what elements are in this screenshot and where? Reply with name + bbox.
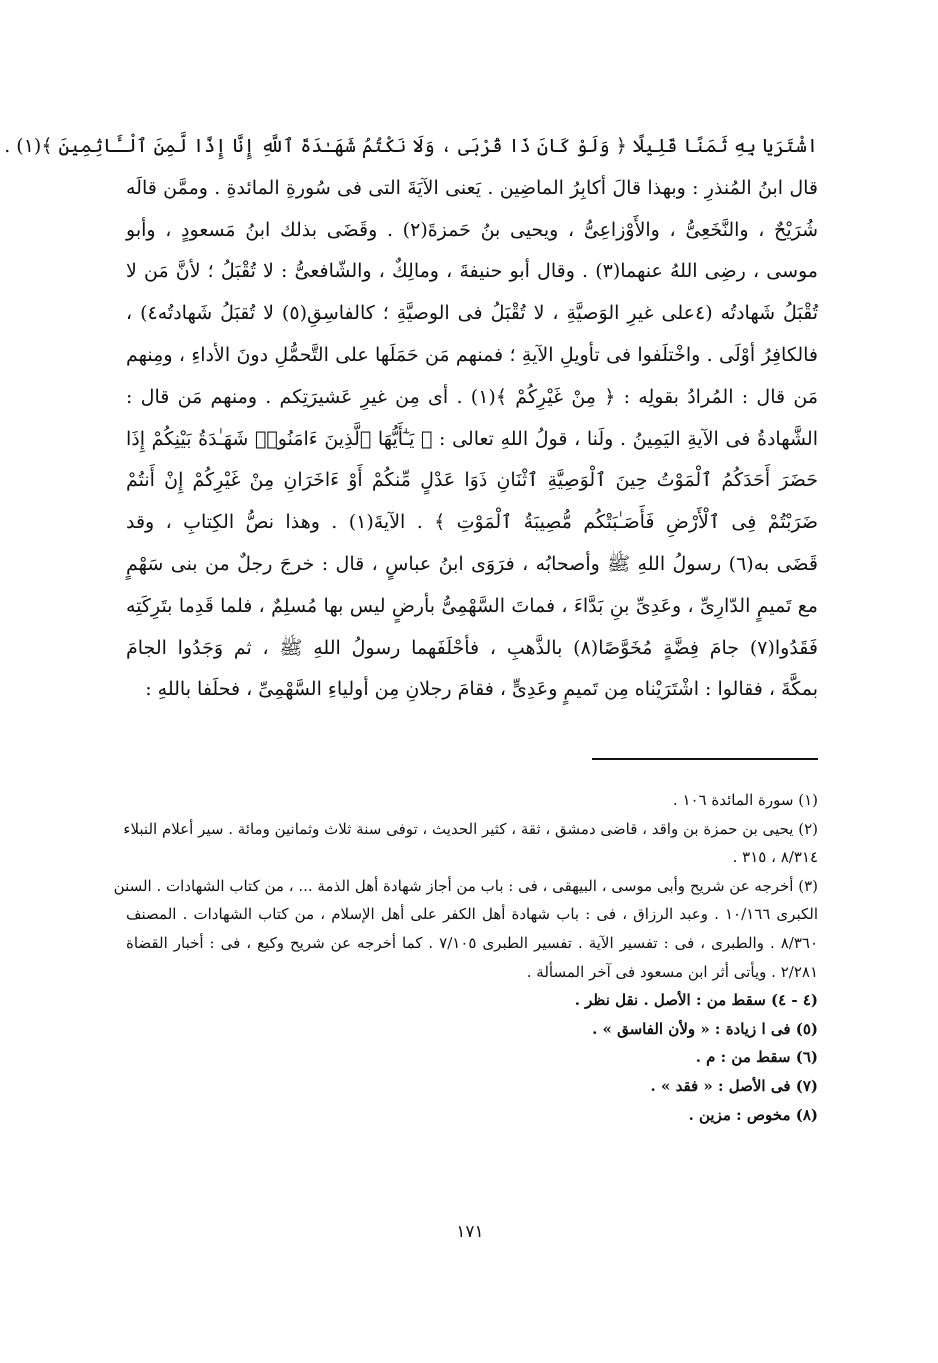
main-text-line: ضَرَبْتُمْ فِى ٱلْأَرْضِ فَأَصَـٰبَتْكُم مُّصِيبَةُ ٱلْمَوْتِ ﴾ . الآيةَ(١) . وهذا نصُّ الكِتابِ ، وقد (126, 511, 818, 534)
main-text-line: حَضَرَ أَحَدَكُمُ ٱلْمَوْتُ حِينَ ٱلْوَصِيَّةِ ٱثْنَانِ ذَوَا عَدْلٍ مِّنكُمْ أَوْ ءَاخَرَانِ مِنْ غَيْرِكُمْ إِنْ أَنتُمْ (126, 469, 818, 492)
main-text-line: اشْتَرَيا بِهِ ثَمَنًا قَلِيلًا ﴿ وَلَوْ كَانَ ذَا قُرْبَى ، وَلَا نَكْتُمُ شَهَـٰدَةَ ٱللَّهِ إِنَّا إِذًا لَّمِنَ ٱلْـَٔاثِمِينَ ﴾(١) . (4, 135, 818, 157)
footnote-line: (٣) أخرجه عن شريح وأبى موسى ، البيهقى ، فى : باب من أجاز شهادة أهل الذمة ... ، من كتاب الشهادات . السنن (113, 876, 818, 895)
main-text-line: فَقَدُوا(٧) جامَ فِضَّةٍ مُخَوَّصًا(٨) بالذَّهبِ ، فأحْلَفَهما رسولُ اللهِ ﷺ ، ثم وَجَدُوا الجامَ (126, 636, 818, 659)
footnote-line: ٢/٢٨١ . ويأتى أثر ابن مسعود فى آخر المسألة . (526, 962, 818, 981)
main-text-line: قَضَى به(٦) رسولُ اللهِ ﷺ وأصحابُه ، فرَوَى ابنُ عباسٍ ، قال : خرجَ رجلٌ من بنى سَهْمٍ (126, 552, 818, 575)
footnote-line: (٦) سقط من : م . (695, 1048, 818, 1067)
main-text-line: موسى ، رضِى اللهُ عنهما(٣) . وقال أبو حنيفةَ ، ومالِكٌ ، والشّافعىُّ : لا تُقْبَلُ ؛ لأنَّ مَن لا (126, 260, 818, 283)
footnote-line: (٨) مخوص : مزين . (688, 1105, 818, 1124)
main-text-line: بمكَّةَ ، فقالوا : اشْتَرَيْناه مِن تَميمٍ وعَدِىٍّ ، فقامَ رجلانِ مِن أولياءِ السَّهْمِىِّ ، فحلَفا باللهِ : (145, 678, 818, 701)
footnotes-block (113, 786, 819, 1129)
footnote-line: (٤ - ٤) سقط من : الأصل . نقل نظر . (574, 991, 818, 1010)
main-text-line: فالكافِرُ أوْلَى . واخْتلَفوا فى تأويلِ الآيةِ ؛ فمنهم مَن حَمَلَها على التَّحمُّلِ دونَ الأداءِ ، ومِنهم (126, 343, 818, 366)
footnote-line: ٨/٣١٤ ، ٣١٥ . (732, 848, 818, 867)
main-text-line: قال ابنُ المُنذرِ : وبهذا قالَ أكابِرُ الماضِين . يَعنى الآيَةَ التى فى سُورةِ المائدةِ . وممَّن قالَه (126, 176, 818, 199)
main-text-line: تُقْبَلُ شَهادتُه (٤على غيرِ الوَصيَّةِ ، لا تُقْبَلُ فى الوصيَّةِ ؛ كالفاسِقِ(٥) لا تُقبَلُ شَهادتُه٤) ، (126, 302, 819, 325)
footnote-line: ٨/٣٦٠ . والطبرى ، فى : تفسير الآية . تفسير الطبرى ٧/١٠٥ . كما أخرجه عن شريح وكيع ، فى : أخبار القضاة (126, 933, 818, 952)
main-text-line: مع تَميمٍ الدّارِىِّ ، وعَدِىِّ بنِ بَدَّاءَ ، فماتَ السَّهْمِىُّ بأرضٍ ليس بها مُسلِمٌ ، فلما قَدِما بتَرِكَتِه (126, 594, 818, 617)
main-text-line: شُرَيْحٌ ، والنَّخَعِىُّ ، والأَوْزاعِىُّ ، ويحيى بنُ حَمزةَ(٢) . وقَضَى بذلك ابنُ مَسعودٍ ، وأبو (126, 218, 819, 241)
main-text-block (4, 126, 819, 711)
page-number: ١٧١ (456, 1222, 484, 1242)
main-text-line: مَن قال : المُرادُ بقولِه : ﴿ مِنْ غَيْرِكُمْ ﴾(١) . أى مِن غيرِ عَشيرَتِكم . ومنهم مَن قال : (126, 385, 819, 408)
footnote-line: الكبرى ١٠/١٦٦ . وعبد الرزاق ، فى : باب شهادة أهل الكفر على أهل الإسلام ، من كتاب الشهادات . المصنف (126, 905, 819, 924)
footnote-separator (592, 758, 818, 760)
main-text-line: الشَّهادةُ فى الآيةِ اليَمِينُ . ولَنا ، قولُ اللهِ تعالى : ﴿ يَـٰٓأَيُّهَا ٱلَّذِينَ ءَامَنُوا۟ شَهَـٰدَةُ بَيْنِكُمْ إِذَا (126, 427, 818, 450)
footnote-line: (٥) فى ا زيادة : « ولأن الفاسق » . (592, 1019, 818, 1038)
footnote-line: (٢) يحيى بن حمزة بن واقد ، قاضى دمشق ، ثقة ، كثير الحديث ، توفى سنة ثلاث وثمانين ومائة . سير أعلام النبلاء (123, 819, 818, 838)
footnote-line: (١) سورة المائدة ١٠٦ . (672, 791, 818, 809)
footnote-line: (٧) فى الأصل : « فقد » . (650, 1076, 818, 1095)
